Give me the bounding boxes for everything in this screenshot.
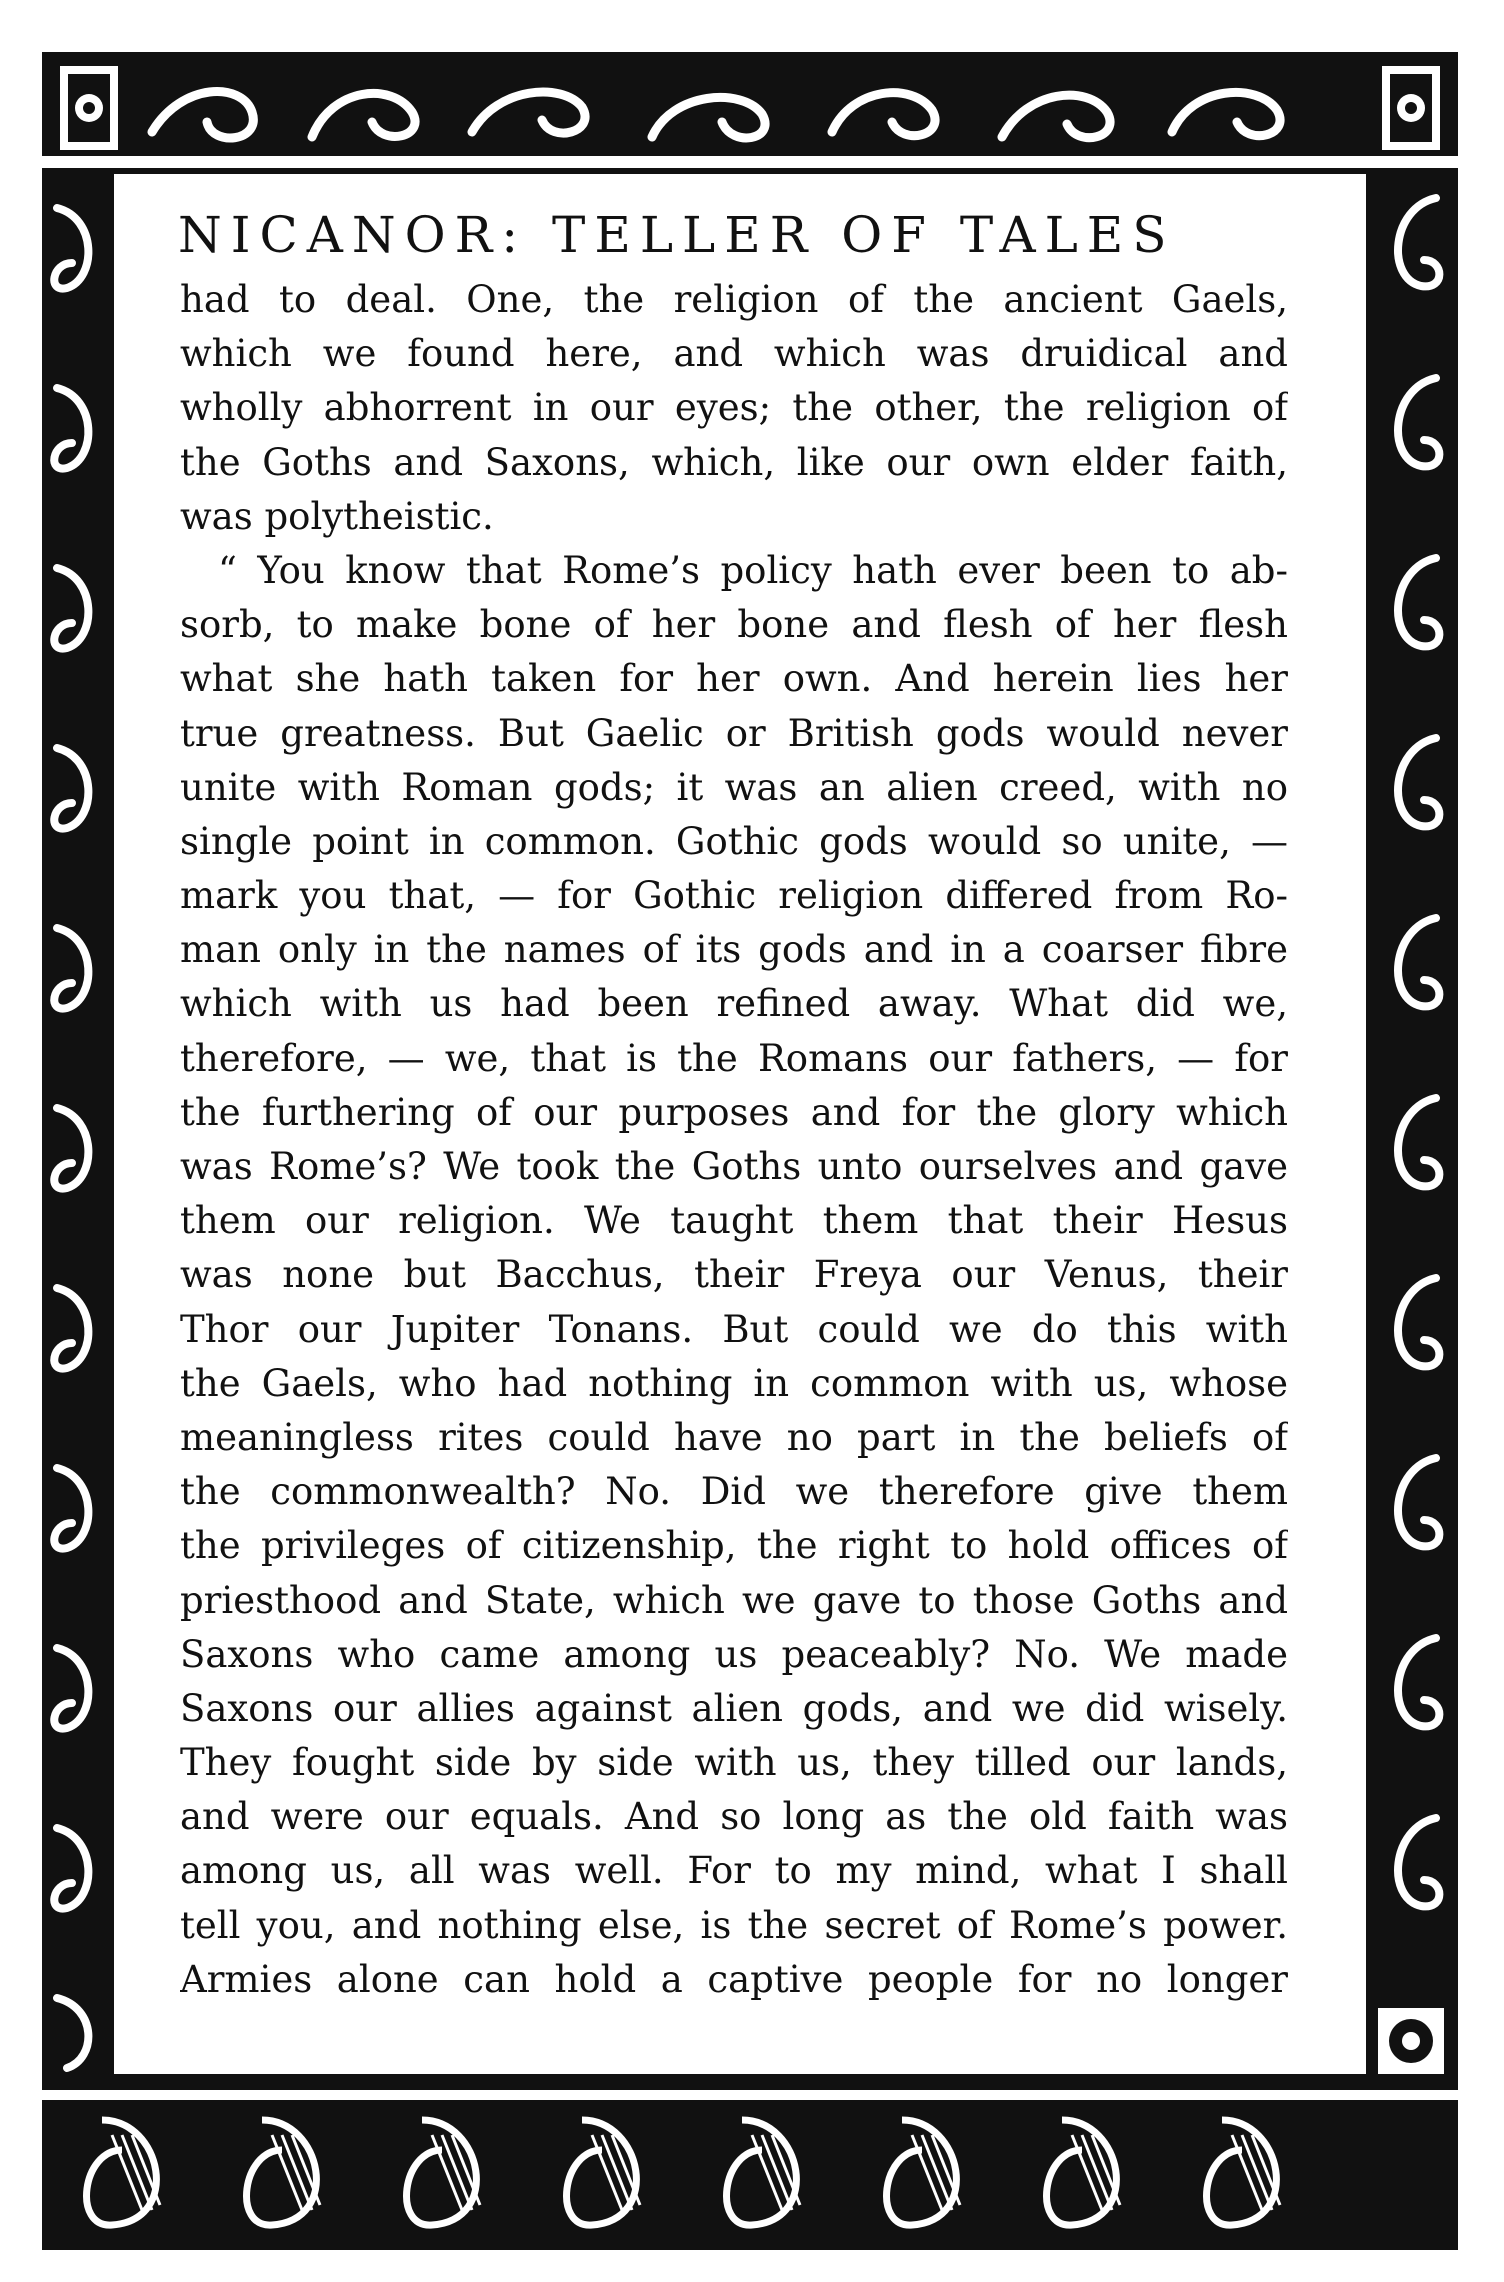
text-line: Saxons who came among us peaceably? No. We made [180,1632,1288,1676]
text-line: the Goths and Saxons, which, like our own elder faith, [180,440,1288,484]
text-line: man only in the names of its gods and in a coarser fibre [180,928,1288,972]
text-line: Saxons our allies against alien gods, and we did wisely. [180,1686,1288,1730]
top-border-ornament [42,52,1458,168]
text-line: was polytheistic. [180,494,494,538]
text-line: They fought side by side with us, they tilled our lands, [180,1741,1288,1785]
left-border-ornament [42,168,108,2090]
text-line: tell you, and nothing else, is the secret of Rome’s power. [180,1903,1288,1947]
text-line: single point in common. Gothic gods would so unite, — [180,819,1288,863]
text-line: “ You know that Rome’s policy hath ever been to ab- [218,548,1288,592]
text-line: mark you that, — for Gothic religion differed from Ro- [180,874,1288,918]
text-line: the privileges of citizenship, the right to hold offices of [180,1524,1288,1568]
text-line: was none but Bacchus, their Freya our Venus, their [180,1253,1288,1297]
text-line: Thor our Jupiter Tonans. But could we do this with [180,1307,1288,1351]
text-line: therefore, — we, that is the Romans our fathers, — for [180,1036,1288,1080]
text-line: the Gaels, who had nothing in common with us, whose [180,1361,1288,1405]
text-line: them our religion. We taught them that their Hesus [180,1199,1288,1243]
text-line: the commonwealth? No. Did we therefore give them [180,1470,1288,1514]
text-line: which with us had been refined away. What did we, [180,982,1288,1026]
text-line: meaningless rites could have no part in the beliefs of [180,1415,1288,1459]
page-text-block [180,205,1288,2007]
running-head: NICANOR: TELLER OF TALES [178,206,1176,264]
text-line: which we found here, and which was druidical and [180,332,1288,376]
body-text [180,273,1288,2007]
text-line: Armies alone can hold a captive people for no longer [180,1957,1288,2001]
text-line: priesthood and State, which we gave to those Goths and [180,1578,1288,1622]
text-line: the furthering of our purposes and for the glory which [180,1090,1288,1134]
bottom-border-ornament [42,2090,1458,2250]
text-line: and were our equals. And so long as the old faith was [180,1795,1288,1839]
text-line: had to deal. One, the religion of the ancient Gaels, [180,278,1288,321]
text-line: what she hath taken for her own. And herein lies her [180,657,1288,701]
text-line: unite with Roman gods; it was an alien creed, with no [180,765,1288,809]
right-border-ornament [1366,168,1458,2090]
text-line: was Rome’s? We took the Goths unto ourselves and gave [180,1145,1288,1188]
text-line: among us, all was well. For to my mind, what I shall [180,1849,1288,1893]
text-line: sorb, to make bone of her bone and flesh of her flesh [180,603,1288,647]
text-line: wholly abhorrent in our eyes; the other, the religion of [180,386,1288,430]
text-line: true greatness. But Gaelic or British gods would never [180,711,1288,755]
